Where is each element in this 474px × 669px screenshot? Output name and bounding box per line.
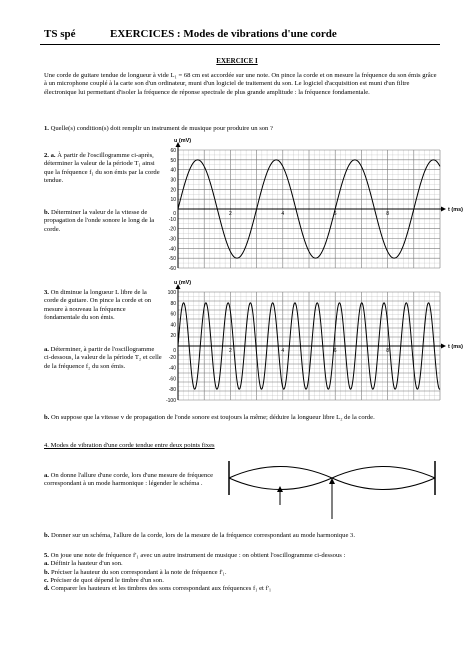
y-tick-label: 50 bbox=[170, 157, 176, 164]
y-tick-label: 30 bbox=[170, 177, 176, 184]
question-5b-number: b. bbox=[44, 568, 50, 576]
x-tick-label: 2 bbox=[229, 211, 232, 217]
section-4-text: 4. Modes de vibration d'une corde tendue entre deux points fixes bbox=[44, 442, 215, 449]
question-4b bbox=[44, 532, 438, 540]
question-5a bbox=[44, 560, 438, 568]
x-axis-arrow bbox=[441, 207, 446, 212]
question-3a-text: Déterminer, à partir de l'oscillogramme ci-dessous, la valeur de la période T₂ et celle de la fréquence f₂ du son émis. bbox=[44, 346, 162, 370]
x-axis-label: t (ms) bbox=[448, 207, 463, 213]
page-title: EXERCICES : Modes de vibrations d'une corde bbox=[110, 28, 337, 40]
question-2b-text: Déterminer la valeur de la vitesse de propagation de l'onde sonore le long de la corde. bbox=[44, 209, 155, 233]
question-5 bbox=[44, 552, 438, 593]
exercise-title: EXERCICE I bbox=[216, 57, 258, 65]
y-tick-label: -60 bbox=[168, 376, 176, 383]
question-3-text: On diminue la longueur L libre de la corde de guitare. On pince la corde et on mesure à nouveau la fréquence fondamentale du son émis. bbox=[44, 289, 152, 321]
y-tick-label: -40 bbox=[168, 246, 176, 253]
y-tick-label: -50 bbox=[168, 256, 176, 263]
question-4a bbox=[44, 472, 219, 489]
y-tick-label: -40 bbox=[168, 365, 176, 372]
question-1-number: 1. bbox=[44, 125, 49, 132]
y-axis-label: u (mV) bbox=[174, 280, 192, 286]
intro-paragraph: Une corde de guitare tendue de longueur à vide L₁ = 68 cm est accordée sur une note. On pince la corde et on mesure la fréquence du son émis grâce à un microphone couplé à la carte son d'un ordinateur, muni d'un logiciel de traitement du son. Le logiciel d'acquisition est muni d'un filtre électronique lui permettant d'isoler la fréquence de réponse spectrale de plus grande amplitude : la fréquence fondamentale. bbox=[44, 72, 437, 96]
x-tick-label: 8 bbox=[386, 211, 389, 217]
question-5c bbox=[44, 577, 438, 585]
question-2a-text: À partir de l'oscillogramme ci-après, déterminer la valeur de la période T₁ ainsi que la fréquence f₁ du son émis par la corde tendue. bbox=[44, 152, 160, 184]
origin-label: 0 bbox=[173, 348, 176, 354]
x-axis-arrow bbox=[441, 344, 446, 349]
y-tick-label: 20 bbox=[170, 333, 176, 340]
question-5d bbox=[44, 585, 438, 593]
question-5c-text: Préciser de quoi dépend le timbre d'un son. bbox=[50, 576, 164, 584]
question-5a-text: Définir la hauteur d'un son. bbox=[50, 560, 123, 568]
question-3b-text: On suppose que la vitesse v de propagation de l'onde sonore est toujours la même; déduire la longueur libre L₂ de la corde. bbox=[50, 414, 375, 421]
x-axis-label: t (ms) bbox=[448, 344, 463, 350]
question-5d-text: Comparer les hauteurs et les timbres des sons correspondant aux fréquences f₁ et f'₁ bbox=[50, 585, 272, 593]
question-3b-number: b. bbox=[44, 414, 50, 421]
x-tick-label: 6 bbox=[333, 348, 337, 354]
question-3 bbox=[44, 289, 162, 322]
question-4a-text: On donne l'allure d'une corde, lors d'une mesure de fréquence correspondant à un mode harmonique : légender le schéma . bbox=[44, 472, 214, 488]
question-3b bbox=[44, 414, 438, 422]
oscillogram-2 bbox=[160, 280, 463, 410]
question-3a-number: a. bbox=[44, 346, 49, 353]
x-tick-label: 4 bbox=[281, 211, 285, 217]
y-axis-label: u (mV) bbox=[174, 138, 192, 144]
x-tick-label: 2 bbox=[229, 348, 232, 354]
question-2b-number: b. bbox=[44, 209, 50, 216]
question-5b-text: Préciser la hauteur du son correspondant à la note de fréquence f'₁. bbox=[50, 568, 227, 576]
y-tick-label: 10 bbox=[170, 197, 176, 204]
y-tick-label: -10 bbox=[168, 216, 176, 223]
question-5d-number: d. bbox=[44, 585, 50, 593]
question-4b-number: b. bbox=[44, 532, 50, 539]
question-4b-text: Donner sur un schéma, l'allure de la corde, lors de la mesure de la fréquence correspondant au mode harmonique 3. bbox=[50, 532, 356, 539]
section-4-title bbox=[44, 442, 438, 450]
question-5-intro bbox=[44, 552, 438, 560]
y-tick-label: 60 bbox=[170, 148, 176, 154]
question-4a-number: a. bbox=[44, 472, 49, 479]
y-tick-label: -80 bbox=[168, 387, 176, 394]
question-2a-number: 2. a. bbox=[44, 152, 56, 159]
x-tick-label: 4 bbox=[281, 348, 285, 354]
y-tick-label: 20 bbox=[170, 187, 176, 194]
y-tick-label: -30 bbox=[168, 236, 176, 243]
question-3-number: 3. bbox=[44, 289, 49, 296]
question-2b bbox=[44, 209, 164, 234]
question-5b bbox=[44, 569, 438, 577]
string-mode-diagram bbox=[225, 455, 440, 523]
y-tick-label: 100 bbox=[167, 290, 176, 296]
header-rule bbox=[40, 44, 440, 45]
y-tick-label: -20 bbox=[168, 226, 176, 233]
origin-label: 0 bbox=[173, 211, 176, 217]
question-1 bbox=[44, 125, 438, 133]
y-tick-label: 80 bbox=[170, 300, 176, 307]
question-3a bbox=[44, 346, 162, 371]
question-5a-number: a. bbox=[44, 560, 49, 568]
y-tick-label: 40 bbox=[170, 322, 176, 329]
question-5-intro-text: On joue une note de fréquence f'₁ avec un autre instrument de musique : on obtient l'oscillogramme ci-dessous : bbox=[50, 552, 346, 559]
y-tick-label: -60 bbox=[168, 266, 176, 272]
y-tick-label: 60 bbox=[170, 311, 176, 318]
y-tick-label: -100 bbox=[165, 398, 176, 404]
y-tick-label: 40 bbox=[170, 167, 176, 174]
header-left: TS spé bbox=[44, 28, 76, 40]
x-tick-label: 8 bbox=[386, 348, 389, 354]
question-5c-number: c. bbox=[44, 576, 49, 584]
y-tick-label: -20 bbox=[168, 354, 176, 361]
oscillogram-1 bbox=[160, 138, 463, 280]
question-2a bbox=[44, 152, 164, 185]
x-tick-label: 6 bbox=[333, 211, 337, 217]
question-5-number: 5. bbox=[44, 552, 49, 559]
question-1-text: Quelle(s) condition(s) doit remplir un instrument de musique pour produire un son ? bbox=[50, 125, 273, 132]
